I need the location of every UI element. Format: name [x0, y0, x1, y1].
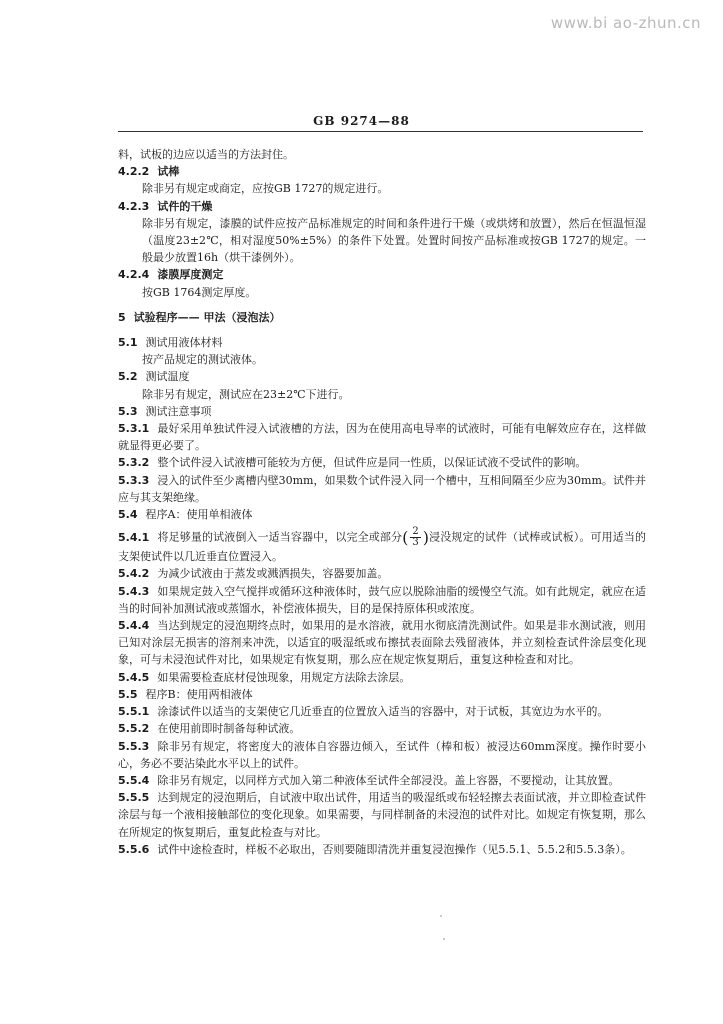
scan-speck [443, 938, 445, 940]
clause-text: 试件中途检查时，样板不必取出，否则要随即清洗并重复浸泡操作（见5.5.1、5.5.2和5.5.3条）。 [157, 842, 632, 856]
section-title: 试棒 [157, 165, 180, 179]
heading-5 [118, 309, 646, 326]
paragraph-5-1: 按产品规定的测试液体。 [142, 353, 263, 367]
left-paren: ( [402, 528, 409, 548]
paragraph-continuation: 料，试板的边应以适当的方法封住。 [118, 148, 294, 161]
document-body [118, 146, 646, 858]
paragraph-5-5-1 [118, 703, 646, 720]
clause-text: 如果需要检查底材侵蚀现象，用规定方法除去涂层。 [157, 670, 411, 684]
paragraph-5-5-6 [118, 841, 646, 858]
fraction-denominator: 3 [412, 537, 419, 549]
spacer [118, 301, 646, 309]
paragraph-4-2-3: 除非另有规定，漆膜的试件应按产品标准规定的时间和条件进行干燥（或烘烤和放置），然后在恒温恒湿（温度23±2℃，相对湿度50%±5%）的条件下处置。处置时间按产品标准或按GB 1727的规定。一般最少放置16h（烘干漆例外）。 [142, 216, 646, 265]
section-number: 5 [118, 310, 126, 324]
scan-speck [440, 915, 442, 917]
paragraph-5-5-4 [118, 772, 646, 789]
clause-number: 5.5.1 [118, 705, 150, 719]
paragraph-4-2-4: 按GB 1764测定厚度。 [142, 285, 257, 299]
clause-number: 5.5.2 [118, 722, 150, 736]
clause-text: 整个试件浸入试液槽可能较为方便，但试件应是同一性质，以保证试液不受试件的影响。 [157, 456, 587, 470]
paragraph-5-4-4 [118, 617, 646, 669]
section-number: 5.1 [118, 336, 138, 350]
clause-text: 为减少试液由于蒸发或溅洒损失，容器要加盖。 [157, 567, 389, 581]
clause-number: 5.4.3 [118, 584, 150, 598]
heading-4-2-3 [118, 198, 646, 215]
section-title: 程序A：使用单相液体 [145, 508, 253, 522]
section-title: 试件的干燥 [157, 199, 213, 213]
clause-text: 浸没规定的试件（试棒或试板）。可用适当的支架使试件以几近垂直位置浸入。 [118, 530, 647, 564]
clause-text: 除非另有规定，将密度大的液体自容器边倾入，至试件（棒和板）被浸达60mm深度。操作时要小心，务必不要沾染此水平以上的试件。 [118, 739, 646, 770]
clause-number: 5.4.4 [118, 619, 150, 633]
clause-number: 5.3.3 [118, 473, 150, 487]
clause-number: 5.3.1 [118, 422, 150, 436]
section-title: 试验程序—— 甲法（浸泡法） [133, 310, 281, 324]
fraction [410, 527, 420, 548]
paragraph-5-3-2 [118, 454, 646, 471]
section-number: 4.2.4 [118, 268, 150, 282]
section-title: 测试用液体材料 [145, 336, 223, 350]
paragraph-5-5-3 [118, 738, 646, 772]
paragraph-4-2-2: 除非另有规定或商定，应按GB 1727的规定进行。 [142, 182, 389, 196]
clause-number: 5.4.1 [118, 530, 150, 544]
spacer [118, 326, 646, 334]
clause-number: 5.5.3 [118, 739, 150, 753]
clause-text: 将足够量的试液倒入一适当容器中，以完全或部分 [157, 530, 403, 544]
paragraph-5-3-3 [118, 472, 646, 506]
clause-number: 5.4.2 [118, 567, 150, 581]
paragraph-5-5-2 [118, 720, 646, 737]
clause-number: 5.3.2 [118, 456, 150, 470]
heading-5-1 [118, 334, 646, 351]
paragraph-5-4-2 [118, 565, 646, 582]
paragraph-5-4-5 [118, 669, 646, 686]
section-number: 4.2.3 [118, 199, 150, 213]
section-number: 5.3 [118, 404, 138, 418]
clause-text: 最好采用单独试件浸入试液槽的方法，因为在使用高电导率的试液时，可能有电解效应存在，这样做就显得更必要了。 [118, 422, 646, 453]
paragraph-5-3-1 [118, 420, 646, 454]
section-title: 测试温度 [145, 370, 190, 384]
heading-4-2-4 [118, 266, 646, 283]
paragraph-5-2: 除非另有规定，测试应在23±2℃下进行。 [142, 387, 350, 401]
section-number: 4.2.2 [118, 165, 150, 179]
clause-text: 达到规定的浸泡期后，自试液中取出试件，用适当的吸湿纸或布轻轻擦去表面试液，并立即检查试件涂层与每一个液相接触部位的变化现象。如果需要，与同样制备的未浸泡的试件对比。如规定有恢复期，那么在所规定的恢复期后，重复此检查与对比。 [118, 791, 646, 839]
section-title: 程序B：使用两相液体 [145, 687, 253, 701]
section-number: 5.2 [118, 370, 138, 384]
heading-5-3 [118, 403, 646, 420]
clause-text: 浸入的试件至少离槽内壁30mm，如果数个试件浸入同一个槽中，互相间隔至少应为30mm。试件并应与其支架绝缘。 [118, 473, 646, 504]
section-number: 5.5 [118, 687, 138, 701]
heading-5-5 [118, 686, 646, 703]
clause-text: 如果规定鼓入空气搅拌或循环这种液体时，鼓气应以脱除油脂的缓慢空气流。如有此规定，就应在适当的时间补加测试液或蒸馏水，补偿液体损失，目的是保持原体积或浓度。 [118, 584, 646, 615]
clause-number: 5.5.4 [118, 773, 150, 787]
heading-5-2 [118, 368, 646, 385]
fraction-numerator: 2 [412, 526, 419, 538]
clause-text: 当达到规定的浸泡期终点时，如果用的是水溶液，就用水彻底清洗测试件。如果是非水测试液，则用已知对涂层无损害的溶剂来冲洗，以适宜的吸湿纸或布擦拭表面除去残留液体，并立刻检查试件涂层变化现象，可与未浸泡试件对比，如果规定有恢复期，那么应在规定恢复期后，重复这种检查和对比。 [118, 619, 646, 667]
clause-number: 5.5.6 [118, 842, 150, 856]
clause-number: 5.5.5 [118, 791, 150, 805]
watermark-text: www.bi ao-zhun.cn [550, 14, 701, 32]
clause-number: 5.4.5 [118, 670, 150, 684]
paragraph-5-4-1 [118, 527, 646, 565]
clause-text: 在使用前即时制备每种试液。 [157, 722, 301, 736]
section-title: 漆膜厚度测定 [157, 268, 224, 282]
clause-text: 除非另有规定，以同样方式加入第二种液体至试件全部浸没。盖上容器，不要搅动，让其放置。 [157, 773, 620, 787]
heading-5-4 [118, 506, 646, 523]
right-paren: ) [422, 528, 430, 548]
standard-code-header: GB 9274—88 [313, 114, 410, 128]
clause-text: 涂漆试件以适当的支架使它几近垂直的位置放入适当的容器中，对于试板，其宽边为水平的。 [157, 705, 609, 719]
section-number: 5.4 [118, 508, 138, 522]
paragraph-5-4-3 [118, 583, 646, 617]
heading-4-2-2 [118, 163, 646, 180]
paragraph-5-5-5 [118, 789, 646, 841]
section-title: 测试注意事项 [145, 404, 212, 418]
header-rule [118, 131, 643, 132]
